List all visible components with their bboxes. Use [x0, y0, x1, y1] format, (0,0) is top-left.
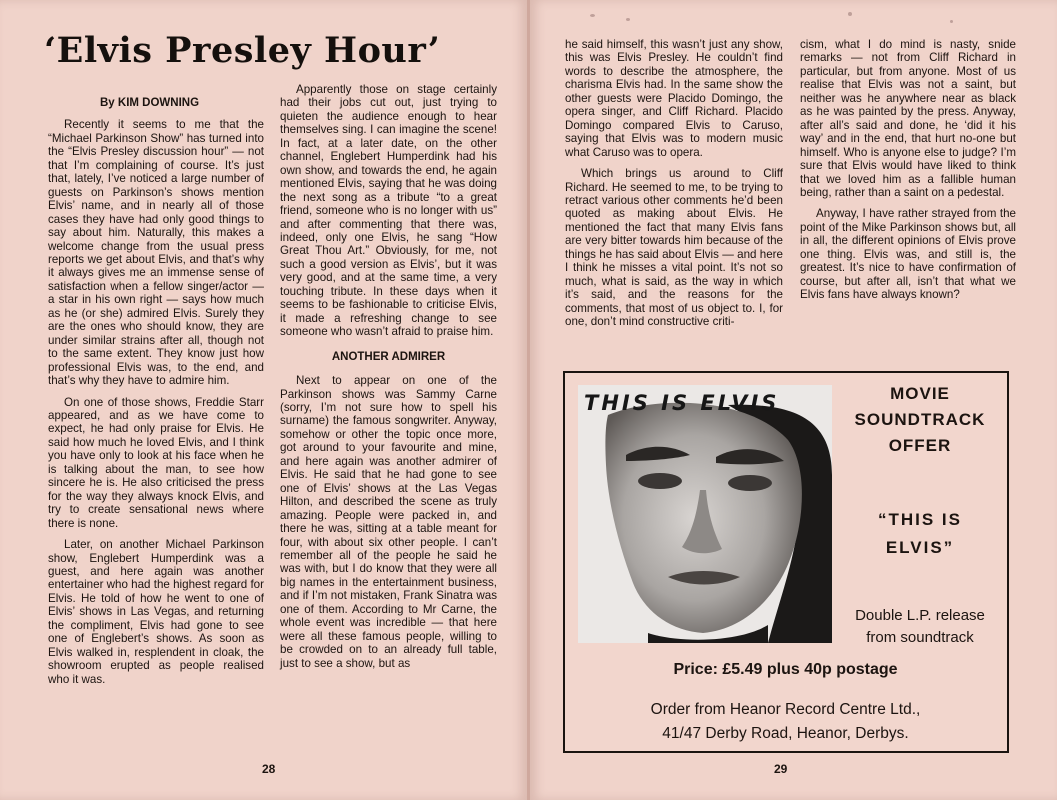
byline: By KIM DOWNING — [100, 97, 200, 109]
ad-heading-line: SOUNDTRACK — [854, 410, 986, 429]
ad-heading-line: OFFER — [888, 436, 952, 455]
article-headline: ‘Elvis Presley Hour’ — [44, 30, 441, 71]
paper-speck — [626, 18, 630, 21]
ad-album-title-line: “THIS IS — [877, 510, 962, 529]
ad-album-title-line: ELVIS” — [885, 538, 955, 557]
paragraph: he said himself, this wasn’t just any show, this was Elvis Presley. He couldn’t find words to describe the atmosphere, the charisma Elvis had. In the same show the other guests were Placido Domingo, the opera singer, and Cliff Richard. Placido Domingo compared Elvis to Caruso, saying that Elvis was to modern music what Caruso was to opera. — [565, 38, 783, 159]
subheading: ANOTHER ADMIRER — [331, 350, 446, 363]
paper-speck — [590, 14, 595, 17]
paragraph: Which brings us around to Cliff Richard. He seemed to me, to be trying to retract various other comments he’d been quoted as making about Elvis. He mentioned the fact that many Elvis fans are very bitter towards him because of the things he has said about Elvis — and here I think he misses a vital point. It’s not so much, what is said, as the way in which it’s said, and the reasons for the comments, that most of us object to. I, for one, don’t mind constructive criti- — [565, 167, 783, 329]
left-page — [0, 0, 527, 800]
ad-order-address — [565, 698, 1006, 746]
page-number-right: 29 — [774, 762, 788, 776]
ad-order-line: Order from Heanor Record Centre Ltd., — [650, 701, 921, 718]
elvis-portrait-icon — [578, 385, 832, 643]
page-number-left: 28 — [262, 762, 276, 776]
ad-release-line: from soundtrack — [866, 629, 974, 646]
right-column-2 — [800, 38, 1016, 302]
paper-speck — [950, 20, 953, 23]
left-column-2 — [280, 83, 497, 670]
ad-price: Price: £5.49 plus 40p postage — [673, 661, 898, 678]
paragraph: Anyway, I have rather strayed from the point of the Mike Parkinson shows but, all in all, the different opinions of Elvis prove one thing. Elvis was, and still is, the greatest. It’s nice to have confirmation of course, but after all, isn’t that what we Elvis fans have always known? — [800, 207, 1016, 302]
soundtrack-advert — [563, 371, 1009, 753]
paragraph: Apparently those on stage certainly had their jobs cut out, just trying to quieten the audience enough to hear themselves sing. I can imagine the scene! In fact, at a later date, on the other channel, Englebert Humperdink had his own show, and towards the end, he again mentioned Elvis, saying that he was doing the next song as a tribute “to a great friend, someone who is no longer with us” and after commenting that there was, indeed, only one Elvis, he sang “How Great Thou Art.” Obviously, for me, not such a good version as Elvis’, but it was very good, and at the same time, a very touching tribute. In these days when it seems to be fashionable to criticise Elvis, it made a refreshing change to see someone who wasn’t afraid to praise him. — [280, 83, 497, 339]
right-column-1 — [565, 38, 783, 329]
paper-speck — [848, 12, 852, 16]
ad-heading-line: MOVIE — [890, 384, 950, 403]
paragraph: On one of those shows, Freddie Starr appeared, and as we have come to expect, he had only praise for Elvis. He said how much he loved Elvis, and I think you have only to look at his face when he is talking about the man, to see how sincere he is. He also criticised the press for the way they always knock Elvis, and try to create sensational news where there is none. — [48, 395, 264, 530]
paragraph: Later, on another Michael Parkinson show, Englebert Humperdink was a guest, and here again was another entertainer who had the highest regard for Elvis. He told of how he went to one of Elvis’ shows in Las Vegas, and returning the compliment, Elvis had gone to see one of Englebert’s shows. As soon as Elvis walked in, resplendent in cloak, the showroom erupted as people realised who it was. — [48, 538, 264, 686]
paragraph: cism, what I do mind is nasty, snide remarks — not from Cliff Richard in particular, but from anyone. Most of us realise that Elvis was not a saint, but neither was he anywhere near as black as he was painted by the press. Anyway, after all’s said and done, he ‘did it his way’ and in the end, that hurt no-one but himself. Who is anyone else to judge? I’m sure that Elvis would have liked to think that we loved him as a fallible human being, rather than a saint on a pedestal. — [800, 38, 1016, 199]
ad-release-line: Double L.P. release — [855, 607, 985, 624]
album-cover-title: THIS IS ELVIS — [584, 391, 780, 415]
paragraph: Recently it seems to me that the “Michael Parkinson Show” has turned into the “Elvis Presley discussion hour” — not that I’m complaining of course. It’s just that, lately, I’ve noticed a large number of guests on Parkinson’s shows mention Elvis’ name, and in nearly all of those cases they have had only good things to say about him. Naturally, this makes a welcome change from the usual press reports we get about Elvis, and that’s why it always gives me an immense sense of satisfaction when a fellow singer/actor — a star in his own right — says how much as he (or she) admired Elvis. Surely they are the ones who should know, they are under similar strains after all, though not to the same extent. They know just how professional Elvis was, to the end, and that’s why they have to admire him. — [48, 118, 264, 388]
album-cover-photo — [578, 385, 832, 643]
paragraph: Next to appear on one of the Parkinson shows was Sammy Carne (sorry, I’m not sure how to spell his surname) the famous songwriter. Anyway, somehow or other the topic once more, got around to your favourite and mine, and here again was another admirer of Elvis. He said that he had gone to see one of Elvis’ shows at the Las Vegas Hilton, and described the scene as truly amazing. People were packed in, and there he was, sitting at a table meant for four, with about six other people. I can’t remember all of the people he said he was with, but I do know that they were all big names in the entertainment business, and if I’m not mistaken, Frank Sinatra was one of them. According to Mr Carne, the whole event was incredible — that here were all these famous people, willing to be crowded on to an already full table, just to see a show, but as — [280, 374, 497, 670]
left-column-1 — [48, 97, 264, 686]
ad-order-line: 41/47 Derby Road, Heanor, Derbys. — [662, 725, 909, 742]
